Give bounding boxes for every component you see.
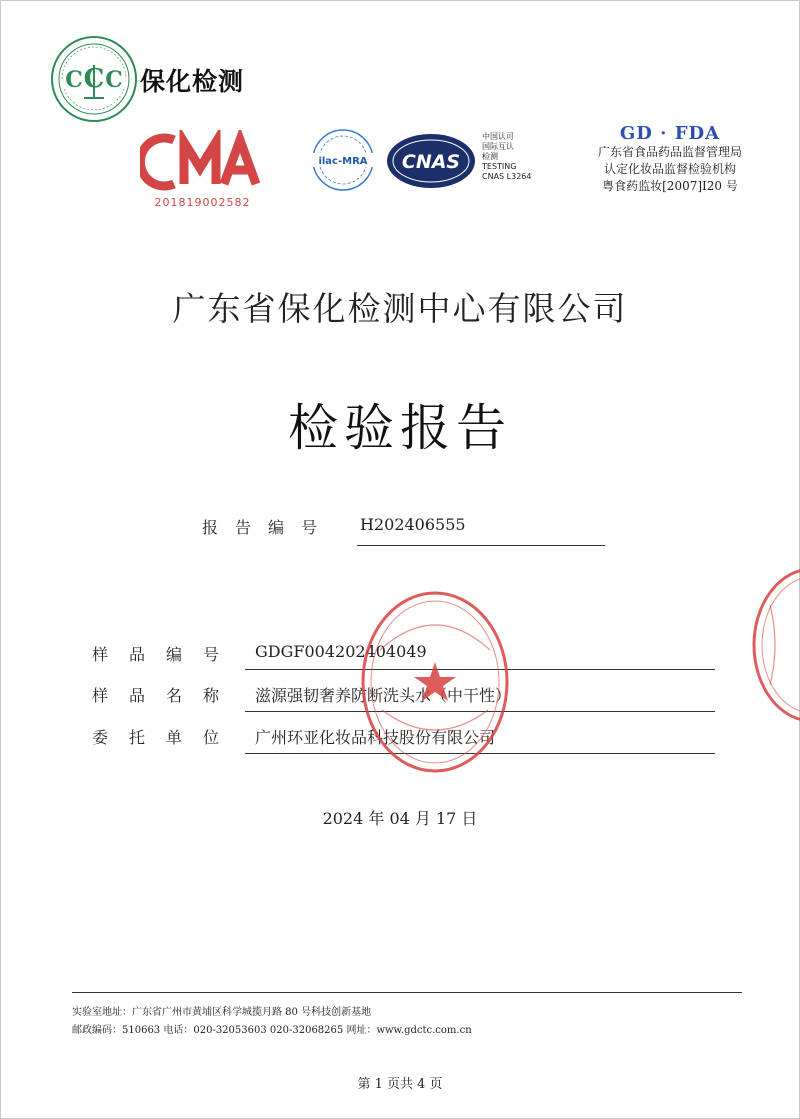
edge-seal-stamp bbox=[750, 565, 800, 725]
sample-number-value: GDGF004202404049 bbox=[255, 642, 427, 661]
gdfda-line: 认定化妆品监督检验机构 bbox=[603, 162, 736, 176]
client-value: 广州环亚化妆品科技股份有限公司 bbox=[255, 728, 496, 747]
gdfda-title: GD · FDA bbox=[619, 123, 721, 144]
sample-name-value: 滋源强韧奢养防断洗头水（中干性） bbox=[255, 686, 512, 705]
svg-text:C: C bbox=[105, 67, 123, 93]
company-name: 广东省保化检测中心有限公司 bbox=[172, 289, 628, 328]
footer-divider bbox=[72, 992, 742, 993]
document-title: 检验报告 bbox=[288, 399, 512, 457]
footer-address: 实验室地址：广东省广州市黄埔区科学城揽月路 80 号科技创新基地 bbox=[72, 1007, 372, 1018]
ctc-logo-icon bbox=[50, 35, 138, 123]
cnas-side-text bbox=[482, 132, 562, 182]
cma-mark bbox=[140, 130, 265, 214]
sample-number-label: 样品编号 bbox=[92, 645, 241, 664]
cma-number: 201819002582 bbox=[154, 196, 251, 209]
report-number-value: H202406555 bbox=[360, 515, 466, 534]
gdfda-line: 广东省食品药品监督管理局 bbox=[597, 145, 742, 159]
report-number-underline bbox=[357, 545, 605, 546]
report-number-label: 报告编号 bbox=[202, 518, 335, 537]
gdfda-line: 粤食药监妆[2007]I20 号 bbox=[602, 179, 738, 193]
cnas-side-line: 检测 bbox=[482, 152, 498, 161]
brand-name: 保化检测 bbox=[140, 67, 245, 96]
cnas-side-line: CNAS L3264 bbox=[482, 172, 532, 181]
page-number: 第 1 页共 4 页 bbox=[357, 1077, 443, 1092]
cnas-logo-icon bbox=[385, 132, 477, 190]
cnas-side-line: 国际互认 bbox=[482, 142, 514, 151]
issue-date: 2024 年 04 月 17 日 bbox=[322, 809, 478, 828]
svg-text:C: C bbox=[83, 64, 105, 94]
inspection-seal-stamp bbox=[360, 590, 510, 775]
cma-logo-icon bbox=[140, 130, 265, 194]
footer-contact: 邮政编码：510663 电话：020-32053603 020-32068265 网址：www.gdctc.com.cn bbox=[72, 1025, 472, 1036]
ilac-label: ilac-MRA bbox=[318, 156, 368, 167]
client-label: 委托单位 bbox=[92, 728, 241, 747]
gdfda-block bbox=[565, 123, 775, 195]
svg-text:C: C bbox=[65, 67, 83, 93]
sample-name-label: 样品名称 bbox=[92, 686, 241, 705]
cnas-side-line: TESTING bbox=[482, 162, 517, 171]
cnas-side-line: 中国认可 bbox=[482, 132, 514, 141]
ilac-mra-logo-icon bbox=[303, 128, 383, 192]
cnas-label: CNAS bbox=[401, 151, 461, 173]
